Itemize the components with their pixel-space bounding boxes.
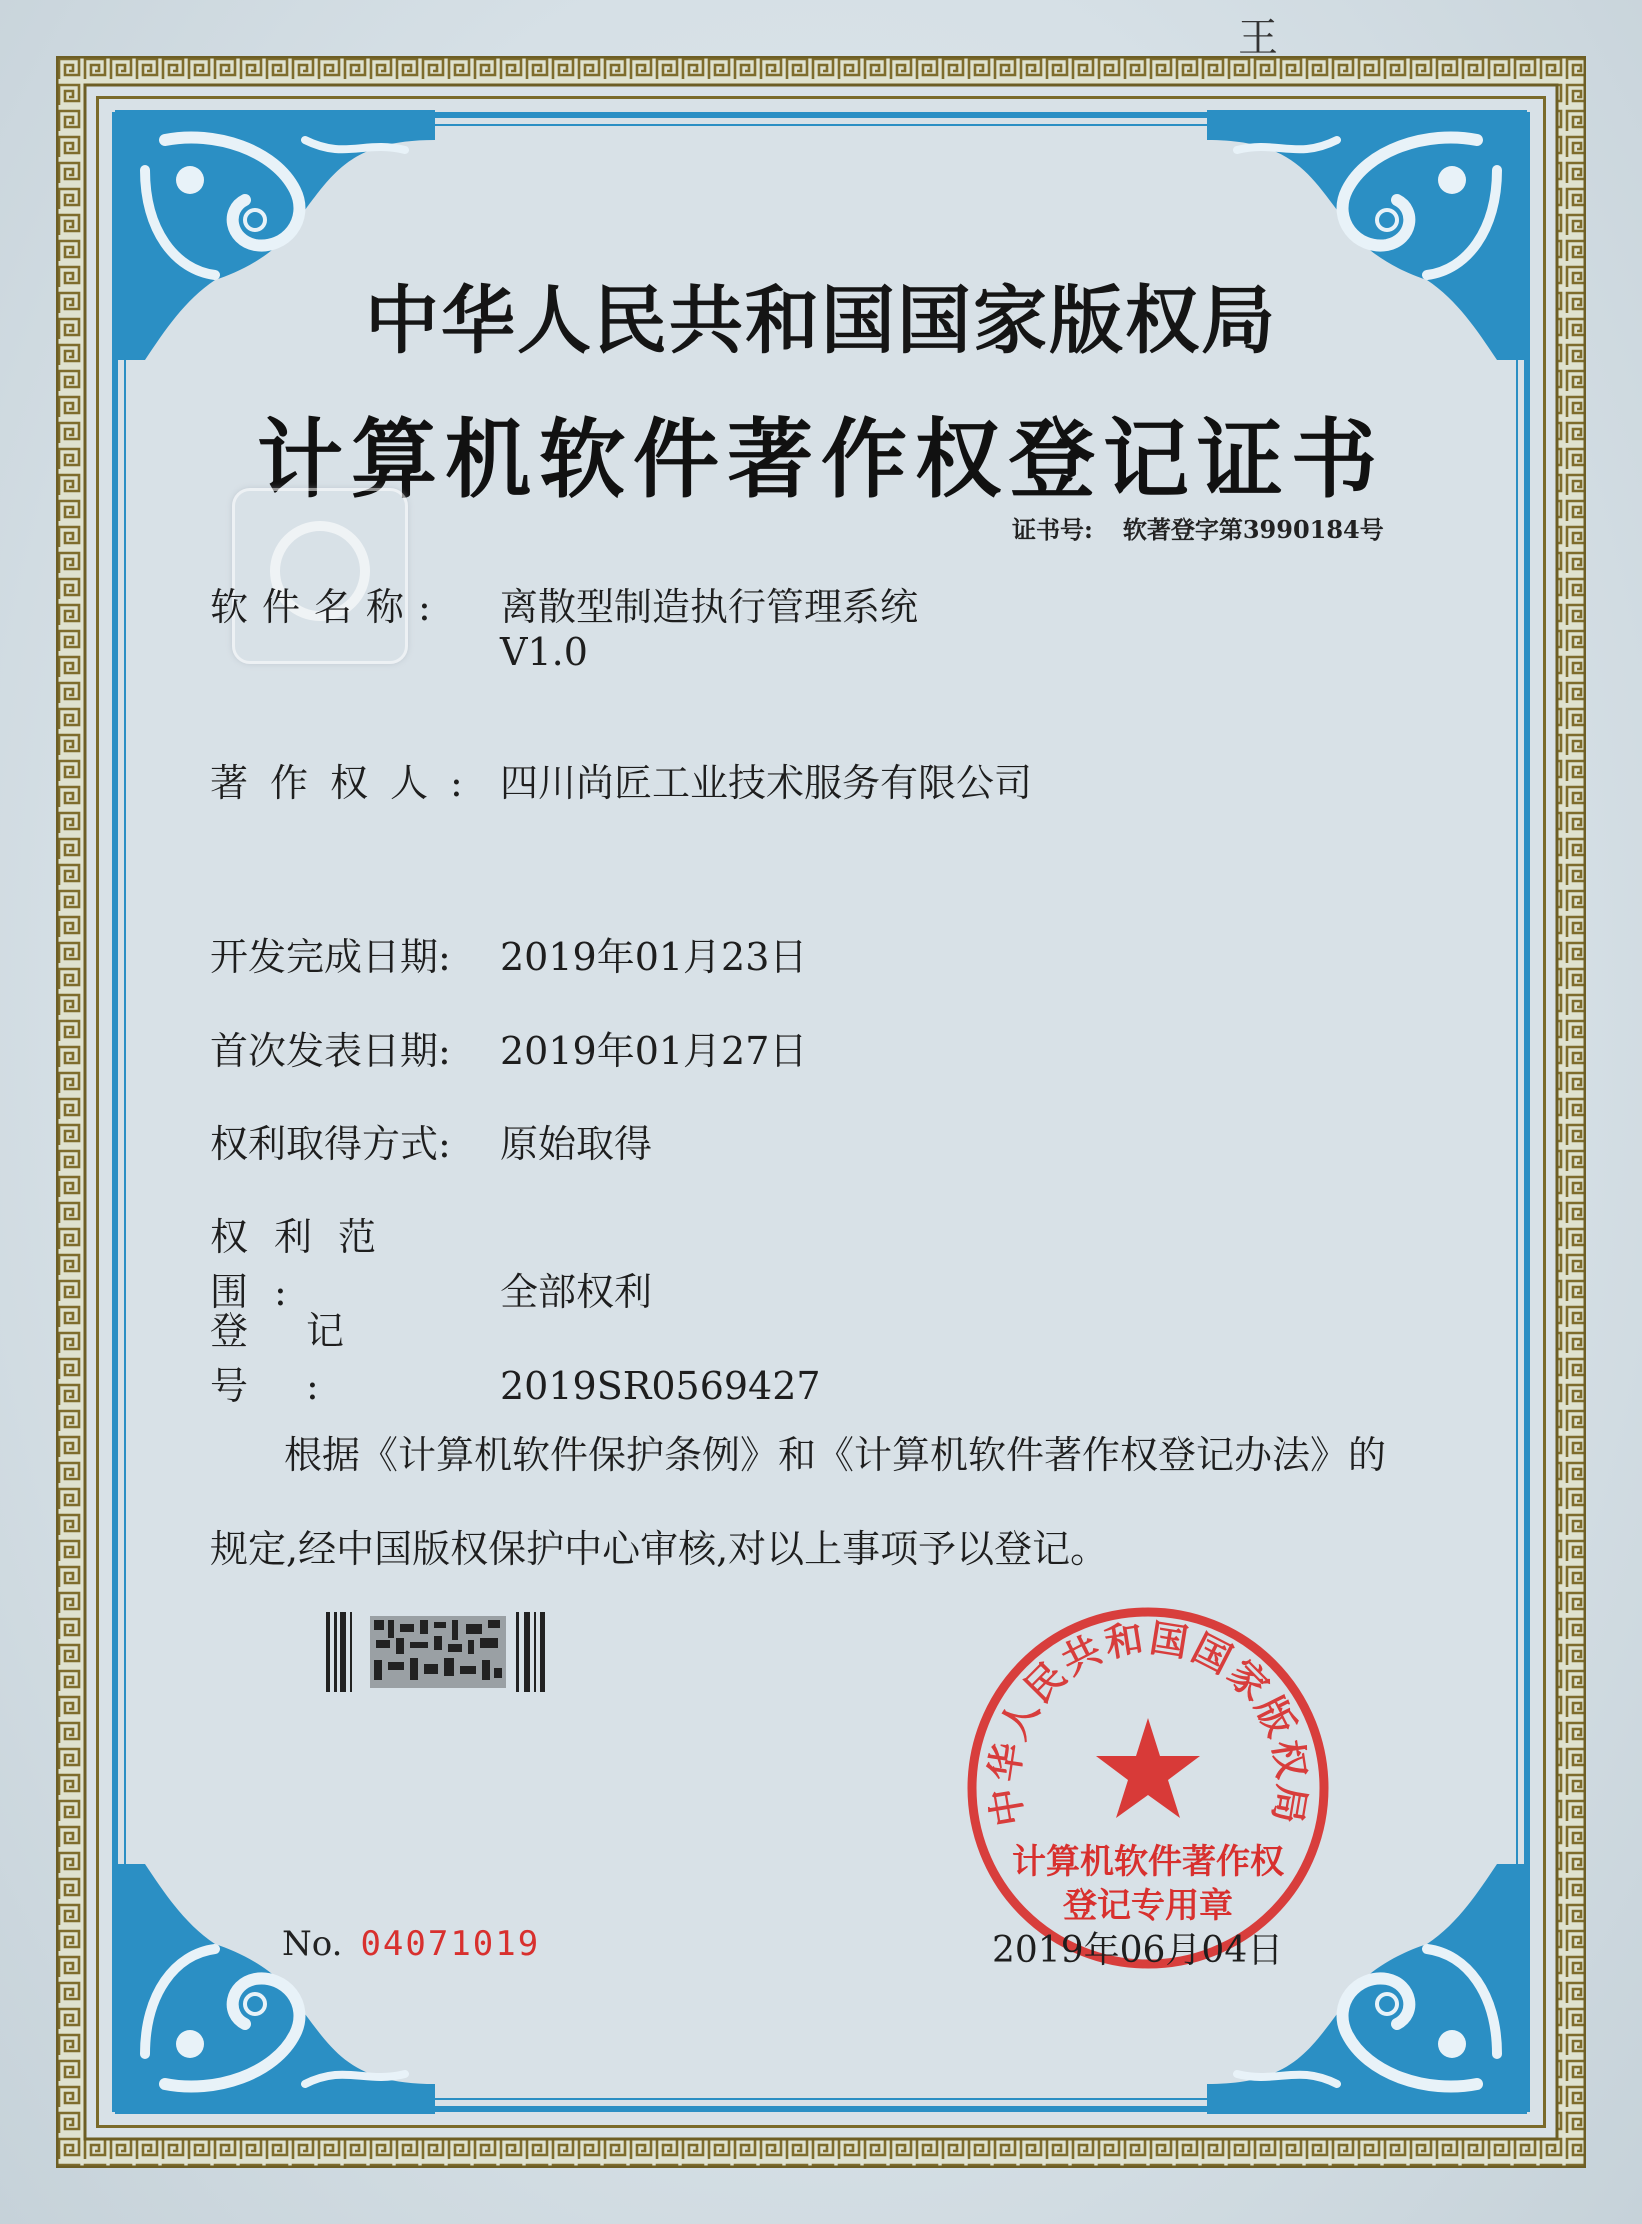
corner-ornament-icon (105, 1864, 435, 2124)
copyright-owner-row (210, 752, 1032, 807)
statement-line-1: 根据《计算机软件保护条例》和《计算机软件著作权登记办法》的 (284, 1433, 1387, 1477)
registration-no-row (210, 1300, 821, 1410)
software-version-value: V1.0 (500, 630, 588, 674)
registration-no-value: 2019SR0569427 (500, 1364, 821, 1408)
software-name-label: 软件名称: (210, 585, 445, 629)
acquisition-method-row (210, 1113, 652, 1168)
certificate-title: 计算机软件著作权登记证书 (257, 410, 1385, 510)
issuing-authority: 中华人民共和国国家版权局 (365, 278, 1277, 364)
acquisition-method-value: 原始取得 (500, 1122, 653, 1166)
issue-date: 2019年06月04日 (992, 1930, 1284, 1971)
software-name-row (210, 576, 918, 631)
rights-scope-label: 权利范围: (210, 1215, 403, 1314)
rights-scope-value: 全部权利 (500, 1270, 653, 1314)
registration-no-label: 登记号: (210, 1309, 403, 1408)
seal-text-line-2: 登记专用章 (1063, 1886, 1233, 1926)
certificate-number-label: 证书号: (1012, 515, 1093, 544)
dev-completion-date-label: 开发完成日期: (210, 935, 451, 979)
seal-text-line-1: 计算机软件著作权 (1012, 1842, 1284, 1882)
copyright-owner-label: 著作权人: (210, 761, 485, 805)
software-version-row (500, 630, 588, 674)
seal-ring-text: 中华人民共和国国家版权局 (981, 1615, 1315, 1830)
first-publication-date-label: 首次发表日期: (210, 1029, 451, 1073)
serial-number (282, 1924, 540, 1964)
serial-number-value: 04071019 (360, 1924, 541, 1964)
software-name-value: 离散型制造执行管理系统 (500, 585, 919, 629)
serial-number-label: No. (282, 1924, 343, 1964)
certificate-number-value: 软著登字第3990184号 (1122, 515, 1384, 544)
dev-completion-date-value: 2019年01月23日 (500, 935, 808, 979)
barcode-icon (326, 1612, 550, 1692)
dev-completion-date-row (210, 926, 807, 981)
statement-line-2: 规定,经中国版权保护中心审核,对以上事项予以登记。 (210, 1527, 1109, 1571)
acquisition-method-label: 权利取得方式: (210, 1122, 451, 1166)
copyright-owner-value: 四川尚匠工业技术服务有限公司 (500, 761, 1033, 805)
first-publication-date-value: 2019年01月27日 (500, 1029, 808, 1073)
certificate-number (1012, 510, 1384, 545)
first-publication-date-row (210, 1020, 807, 1075)
handwritten-mark: 王 (1238, 15, 1278, 61)
